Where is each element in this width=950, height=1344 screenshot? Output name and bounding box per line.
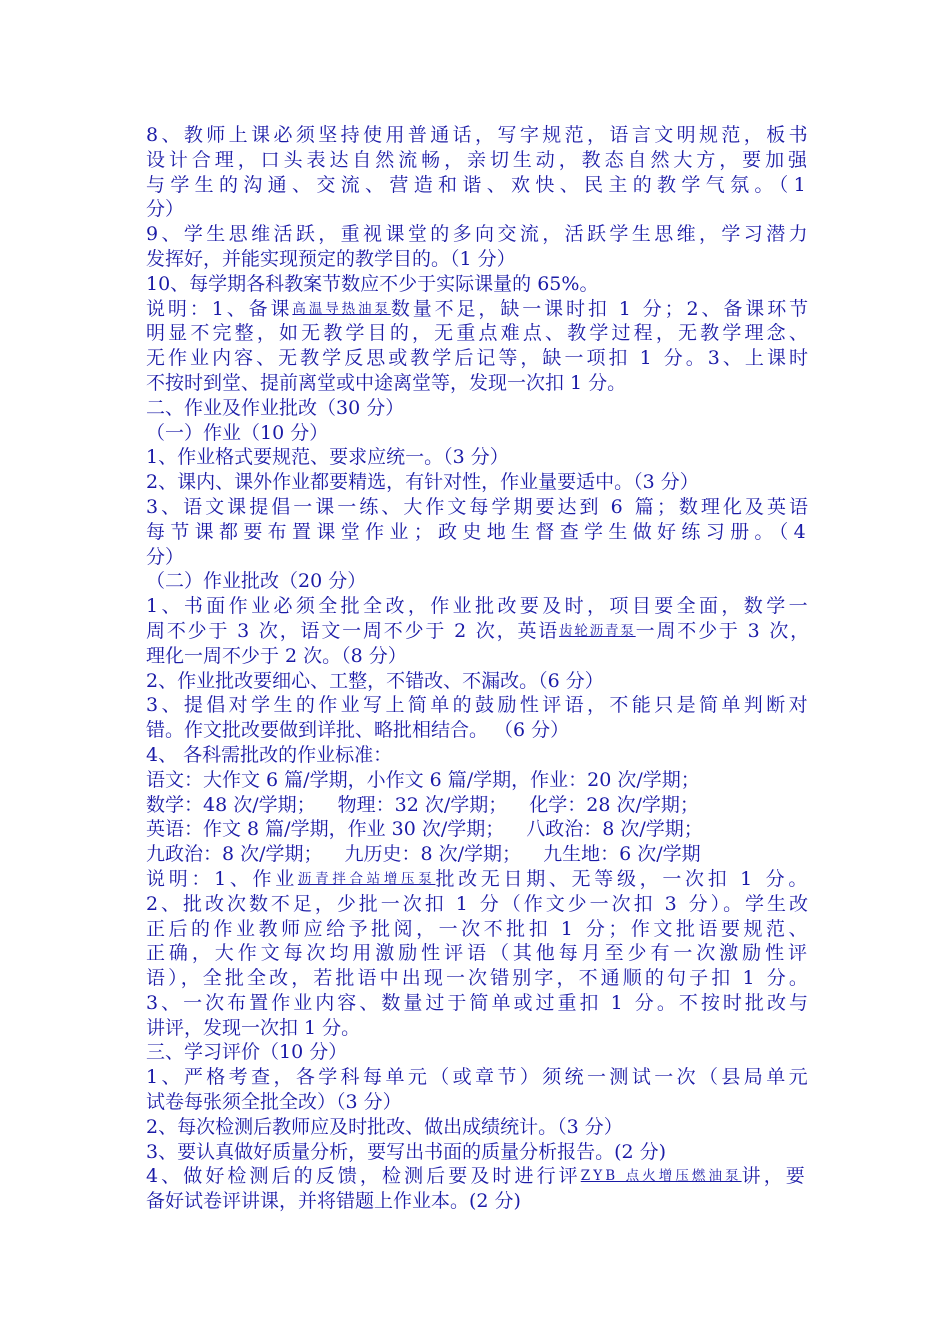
- text-line: [146, 173, 811, 198]
- line-text: 2、课内、课外作业都要精选，有针对性，作业量要适中。（3 分）: [146, 471, 699, 494]
- spacer: [521, 842, 543, 867]
- text-line: [146, 693, 811, 718]
- text-line: [146, 718, 811, 743]
- line-text: （二）作业批改（20 分）: [146, 570, 367, 593]
- spacer: [316, 793, 338, 818]
- line-text: 与学生的沟通、交流、营造和谐、欢快、民主的教学气氛。（1: [146, 173, 811, 196]
- text-line: [146, 1016, 811, 1041]
- line-text: 三、学习评价（10 分）: [146, 1041, 348, 1064]
- line-text: 无作业内容、无教学反思或教学后记等，缺一项扣 1 分。3、上课时: [146, 347, 811, 370]
- text-line: [146, 148, 811, 173]
- line-text: 3、一次布置作业内容、数量过于简单或过重扣 1 分。不按时批改与: [146, 991, 811, 1014]
- line-text: 3、要认真做好质量分析，要写出书面的质量分析报告。(2 分): [146, 1140, 667, 1163]
- line-segment: 八政治：8 次/学期；: [526, 818, 703, 841]
- spacer: [507, 793, 529, 818]
- text-line: [146, 867, 811, 892]
- text-line: [146, 371, 811, 396]
- text-line: [146, 966, 811, 991]
- line-text: 2、每次检测后教师应及时批改、做出成绩统计。（3 分）: [146, 1115, 623, 1138]
- line-segment: 物理：32 次/学期；: [337, 793, 508, 816]
- line-text-after: 一周不少于 3 次，: [635, 619, 811, 642]
- line-text: 1、书面作业必须全批全改，作业批改要及时，项目要全面，数学一: [146, 595, 811, 618]
- line-text: 理化一周不少于 2 次。（8 分）: [146, 644, 407, 667]
- inline-ad-link[interactable]: 齿轮沥青泵: [559, 622, 636, 639]
- line-text: 讲评，发现一次扣 1 分。: [146, 1016, 361, 1039]
- text-line: [146, 1065, 811, 1090]
- text-line: [146, 842, 811, 867]
- text-line: [146, 892, 811, 917]
- text-line: [146, 1115, 811, 1140]
- text-line: [146, 396, 811, 421]
- line-segment: 九历史：8 次/学期；: [344, 843, 522, 866]
- text-line: [146, 545, 811, 570]
- text-line: [146, 768, 811, 793]
- line-text: 每节课都要布置课堂作业；政史地生督查学生做好练习册。（4: [146, 520, 811, 543]
- line-text: 二、作业及作业批改（30 分）: [146, 396, 405, 419]
- text-line: [146, 669, 811, 694]
- text-line: [146, 1040, 811, 1065]
- inline-ad-link[interactable]: ZYB 点火增压燃油泵: [580, 1168, 742, 1185]
- line-text: 1、严格考查，各学科每单元（或章节）须统一测试一次（县局单元: [146, 1066, 811, 1089]
- document-body: [146, 123, 811, 1214]
- line-text: 10、每学期各科教案节数应不少于实际课量的 65%。: [146, 272, 599, 295]
- text-line: [146, 991, 811, 1016]
- line-text-before: 周不少于 3 次，语文一周不少于 2 次，英语: [146, 619, 560, 642]
- text-line: [146, 297, 811, 322]
- line-text: 8、教师上课必须坚持使用普通话，写字规范，语言文明规范，板书: [146, 124, 811, 146]
- line-text: 3、提倡对学生的作业写上简单的鼓励性评语，不能只是简单判断对: [146, 694, 811, 717]
- text-line: [146, 1140, 811, 1165]
- text-line: [146, 421, 811, 446]
- text-line: [146, 520, 811, 545]
- line-text-after: 讲，要: [741, 1165, 808, 1188]
- line-text-after: 批改无日期、无等级，一次扣 1 分。: [435, 867, 812, 890]
- text-line: [146, 123, 811, 148]
- text-line: [146, 743, 811, 768]
- line-text: 正确，大作文每次均用激励性评语（其他每月至少有一次激励性评: [146, 942, 811, 965]
- line-text: 不按时到堂、提前离堂或中途离堂等，发现一次扣 1 分。: [146, 371, 627, 394]
- line-text: 2、作业批改要细心、工整，不错改、不漏改。（6 分）: [146, 669, 604, 692]
- text-line: [146, 470, 811, 495]
- line-text: 语），全批全改，若批语中出现一次错别字，不通顺的句子扣 1 分。: [146, 967, 811, 990]
- line-segment: 数学：48 次/学期；: [146, 793, 316, 816]
- spacer: [323, 842, 345, 867]
- line-text-before: 说明：1、备课: [146, 297, 293, 320]
- line-text: 发挥好，并能实现预定的教学目的。（1 分）: [146, 247, 516, 270]
- text-line: [146, 197, 811, 222]
- line-text-after: 数量不足，缺一课时扣 1 分；2、备课环节: [390, 297, 811, 320]
- line-text: 设计合理，口头表达自然流畅，亲切生动，教态自然大方，要加强: [146, 148, 811, 171]
- line-text: 正后的作业教师应给予批阅，一次不批扣 1 分；作文批语要规范、: [146, 917, 812, 940]
- line-text-before: 4、做好检测后的反馈，检测后要及时进行评: [146, 1165, 581, 1188]
- line-segment: 九生地：6 次/学期: [543, 843, 701, 866]
- text-line: [146, 1090, 811, 1115]
- line-text: 试卷每张须全批全改）（3 分）: [146, 1091, 402, 1114]
- spacer: [504, 817, 526, 842]
- text-line: [146, 445, 811, 470]
- text-line: [146, 941, 811, 966]
- text-line: [146, 1189, 811, 1214]
- line-text: 9、学生思维活跃，重视课堂的多向交流，活跃学生思维，学习潜力: [146, 223, 811, 246]
- text-line: [146, 569, 811, 594]
- line-text: 备好试卷评讲课，并将错题上作业本。(2 分): [146, 1190, 521, 1213]
- text-line: [146, 619, 811, 644]
- line-text: 分）: [146, 198, 185, 221]
- line-text: 分）: [146, 545, 185, 568]
- line-text: 2、批改次数不足，少批一次扣 1 分（作文少一次扣 3 分）。学生改: [146, 892, 811, 915]
- line-text: 错。作文批改要做到详批、略批相结合。 （6 分）: [146, 719, 570, 742]
- text-line: [146, 644, 811, 669]
- text-line: [146, 917, 811, 942]
- line-segment: 化学：28 次/学期；: [529, 793, 699, 816]
- text-line: [146, 272, 811, 297]
- text-line: [146, 346, 811, 371]
- text-line: [146, 247, 811, 272]
- text-line: [146, 321, 811, 346]
- line-segment: 英语：作文 8 篇/学期，作业 30 次/学期；: [146, 818, 505, 841]
- text-line: [146, 793, 811, 818]
- line-text: 3、语文课提倡一课一练、大作文每学期要达到 6 篇；数理化及英语: [146, 495, 811, 518]
- line-text: 语文：大作文 6 篇/学期，小作文 6 篇/学期，作业：20 次/学期；: [146, 768, 700, 791]
- text-line: [146, 495, 811, 520]
- line-segment: 九政治：8 次/学期；: [146, 843, 323, 866]
- line-text: 1、作业格式要规范、要求应统一。（3 分）: [146, 446, 509, 469]
- line-text: （一）作业（10 分）: [146, 421, 329, 444]
- text-line: [146, 594, 811, 619]
- text-line: [146, 817, 811, 842]
- line-text: 明显不完整，如无教学目的，无重点难点、教学过程，无教学理念、: [146, 322, 811, 345]
- text-line: [146, 222, 811, 247]
- text-line: [146, 1164, 811, 1189]
- line-text-before: 说明：1、作业: [146, 867, 298, 890]
- inline-ad-link[interactable]: 高温导热油泵: [292, 300, 391, 317]
- line-text: 4、 各科需批改的作业标准：: [146, 743, 393, 766]
- inline-ad-link[interactable]: 沥青拌合站增压泵: [297, 870, 436, 887]
